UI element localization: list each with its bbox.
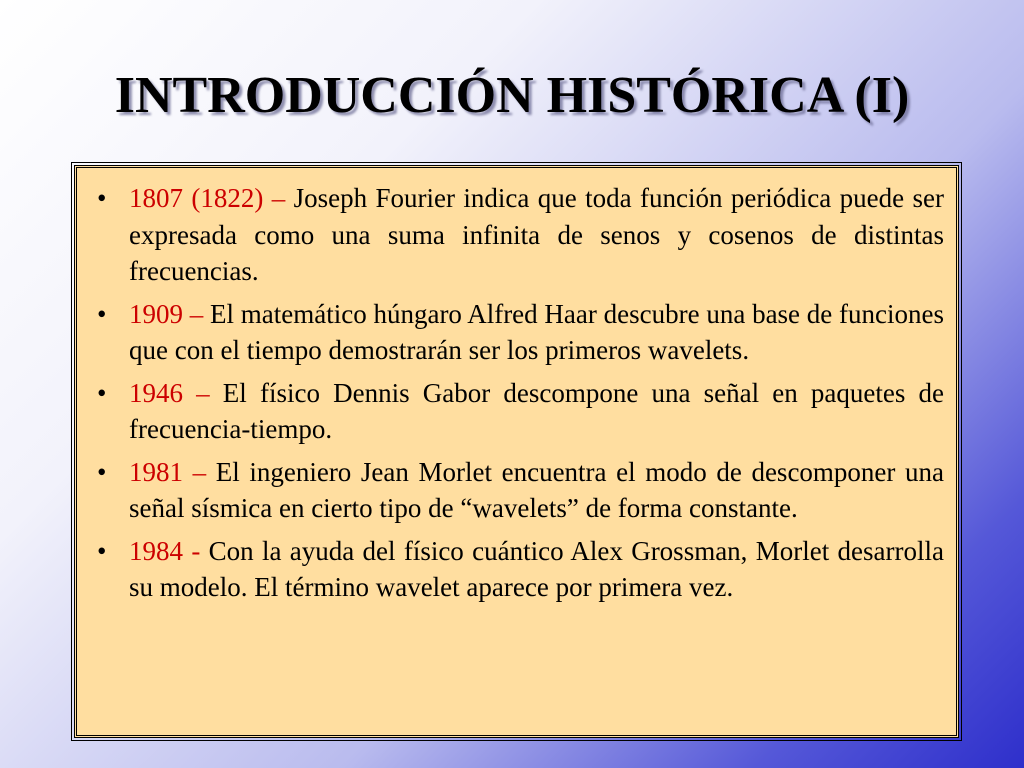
bullet-icon: • [97,298,107,329]
bullet-item-1981 [97,454,944,527]
bullet-icon: • [97,183,107,213]
bullet-text: El físico Dennis Gabor descompone una señal en paquetes de frecuencia-tiempo. [129,377,944,444]
bullet-text: Con la ayuda del físico cuántico Alex Grossman, Morlet desarrolla su modelo. El término wavelet aparece por primera vez. [129,535,944,602]
content-box [74,165,959,738]
history-bullet-list [97,180,944,606]
bullet-item-1807 [97,180,944,290]
bullet-text: El matemático húngaro Alfred Haar descubre una base de funciones que con el tiempo demostrarán ser los primeros wavelets. [129,298,945,365]
slide-title: INTRODUCCIÓN HISTÓRICA (I) [114,67,910,124]
bullet-year: 1807 (1822) – [129,183,286,213]
bullet-item-1984 [97,533,944,606]
bullet-icon: • [97,377,107,408]
bullet-year: 1946 – [129,377,210,408]
bullet-item-1946 [97,375,944,448]
bullet-item-1909 [97,296,944,369]
bullet-year: 1981 – [129,456,207,487]
bullet-year: 1984 - [129,535,201,566]
bullet-text: Joseph Fourier indica que toda función periódica puede ser expresada como una suma infinita de senos y cosenos de distintas frecuencias. [129,183,944,286]
bullet-text: El ingeniero Jean Morlet encuentra el modo de descomponer una señal sísmica en cierto tipo de “wavelets” de forma constante. [129,456,944,523]
bullet-icon: • [97,535,107,566]
bullet-year: 1909 – [129,298,204,329]
bullet-icon: • [97,456,107,487]
